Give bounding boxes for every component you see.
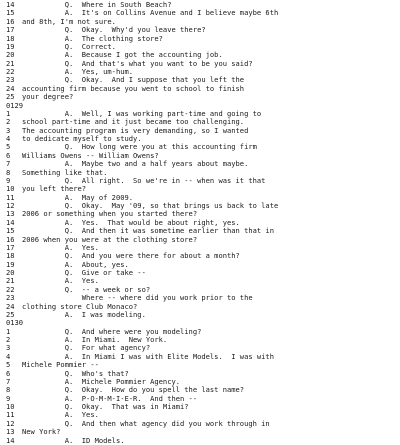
line-number: 15 [6,226,15,236]
line-number: 20 [6,50,15,60]
line-number: 5 [6,360,11,370]
line-text: A. In Miami. New York. [22,335,168,344]
line-number: 10 [6,402,15,411]
line-number: 25 [6,92,15,102]
line-number: 12 [6,201,15,210]
line-text: Q. Who's that? [22,368,129,378]
line-text: Q. Give or take -- [22,268,146,277]
line-text: Where -- where did you work prior to the [22,293,253,303]
line-number: 4 [6,351,11,361]
line-text: A. I was modeling. [22,309,146,319]
line-number: 14 [6,435,15,445]
line-number: 6 [6,150,11,160]
line-text: Q. And where were you modeling? [22,326,202,336]
line-text: A. Yes, um-hum. [22,67,134,76]
line-text: Something like that. [22,167,108,177]
line-number: 7 [6,376,11,386]
line-text: Q. Okay. Why'd you leave there? [22,25,206,35]
line-number: 9 [6,393,11,403]
line-text: Q. -- a week or so? [22,284,151,294]
line-number: 17 [6,25,15,35]
line-text: A. It's on Collins Avenue and I believe maybe 6th [22,8,279,18]
line-text: accounting firm because you went to school to finish [22,83,245,93]
line-number: 11 [6,410,15,420]
line-text: Q. Okay. That was in Miami? [22,402,189,411]
line-text: Q. And that's what you want to be you said? [22,58,253,68]
line-text: Q. For what agency? [22,343,151,353]
line-number: 8 [6,167,11,177]
line-text: Q. And you were there for about a month? [22,251,240,261]
line-number: 8 [6,385,11,395]
line-text: A. ID Models. [22,435,125,445]
line-number: 23 [6,293,15,303]
line-text: Michele Pommier -- [22,360,99,370]
line-text: A. Yes. [22,276,99,286]
line-text: your degree? [22,92,74,102]
line-number: 2 [6,335,11,344]
line-text: A. Well, I was working part-time and going to [22,108,262,118]
line-text: A. May of 2009. [22,192,134,202]
line-text: A. Yes. [22,242,99,252]
line-text: Q. Okay. How do you spell the last name? [22,385,245,395]
line-number: 24 [6,83,15,93]
line-number: 22 [6,284,15,294]
line-text: Q. Correct. [22,41,116,51]
line-number: 15 [6,8,15,18]
page-number-label: 0130 [6,318,24,328]
line-number: 1 [6,108,11,118]
line-text: 2006 when you were at the clothing store? [22,234,198,244]
line-number: 21 [6,58,15,68]
line-number: 16 [6,16,15,26]
line-text: Williams Owens -- William Owens? [22,150,159,160]
line-text: 2006 or something when you started there? [22,209,198,219]
line-text: A. Michele Pommier Agency. [22,376,181,386]
line-number: 23 [6,75,15,85]
line-number: 3 [6,125,11,135]
line-number: 13 [6,427,15,437]
line-number: 3 [6,343,11,353]
transcript-lines [6,1,398,445]
line-text: Q. Where in South Beach? [22,0,172,9]
line-number: 25 [6,309,15,319]
line-number: 14 [6,0,15,9]
line-number: 21 [6,276,15,286]
transcript-line [6,437,398,445]
line-text: The accounting program is very demanding, so I wanted [22,125,249,135]
line-text: you left there? [22,184,87,194]
line-text: school part-time and it just became too challenging. [22,117,245,127]
line-number: 1 [6,326,11,336]
line-text: A. In Miami I was with Elite Models. I was with [22,351,274,361]
line-number: 20 [6,268,15,277]
transcript-line [6,93,398,101]
line-number: 5 [6,142,11,152]
line-number: 24 [6,301,15,311]
line-text: Q. How long were you at this accounting firm [22,142,257,152]
line-number: 10 [6,184,15,194]
line-number: 17 [6,242,15,252]
line-text: Q. And then it was sometime earlier than that in [22,226,274,236]
transcript-line [6,311,398,319]
line-text: A. Maybe two and a half years about maybe. [22,159,249,169]
line-number: 22 [6,67,15,76]
line-number: 6 [6,368,11,378]
line-number: 19 [6,41,15,51]
line-text: A. The clothing store? [22,33,163,43]
transcript-line [6,420,398,428]
line-number: 4 [6,134,11,143]
line-number: 18 [6,33,15,43]
line-text: New York? [22,427,61,437]
line-text: and 8th, I'm not sure. [22,16,116,26]
line-text: A. Yes. [22,410,99,420]
line-text: A. P-O-M-M-I-E-R. And then -- [22,393,198,403]
line-number: 7 [6,159,11,169]
line-text: A. Because I got the accounting job. [22,50,223,60]
line-number: 19 [6,259,15,269]
line-number: 12 [6,418,15,428]
line-number: 13 [6,209,15,219]
line-text: A. Yes. That would be about right, yes. [22,217,240,227]
line-number: 18 [6,251,15,261]
page-number-label: 0129 [6,100,24,110]
line-text: Q. Okay. May '09, so that brings us back to late [22,201,279,210]
line-text: Q. And then what agency did you work through in [22,418,270,428]
line-number: 11 [6,192,15,202]
line-text: Q. Okay. And I suppose that you left the [22,75,245,85]
line-number: 14 [6,217,15,227]
line-number: 16 [6,234,15,244]
line-text: to dedicate myself to study. [22,134,142,143]
line-number: 9 [6,175,11,185]
line-text: Q. All right. So we're in -- when was it that [22,175,266,185]
line-text: A. About, yes. [22,259,129,269]
line-text: clothing store Club Monaco? [22,301,138,311]
line-number: 2 [6,117,11,127]
